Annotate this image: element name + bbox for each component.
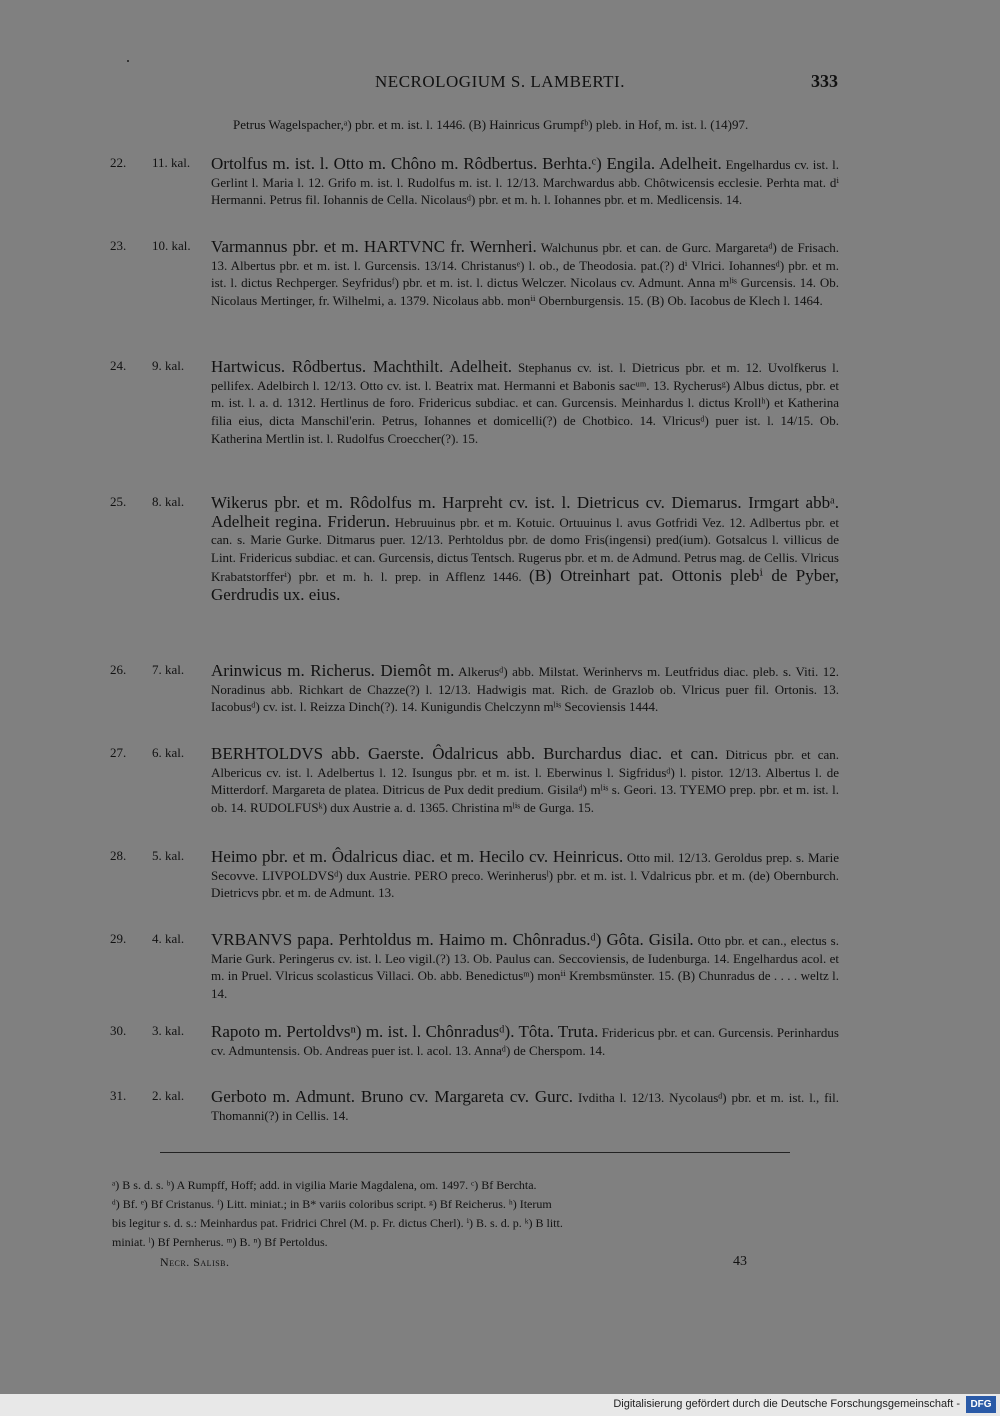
entry-text [211,848,839,902]
entry-lead: BERHTOLDVS abb. Gaerste. Ôdalricus abb. Burchardus diac. et can. [211,744,719,763]
entry-lead: VRBANVS papa. Perhtoldus m. Haimo m. Chônradus.ᵈ) Gôta. Gisila. [211,930,694,949]
entry-rest: Stephanus cv. ist. l. Dietricus pbr. et m. 12. Uvolfkerus l. pellifex. Adelbirch l. 12/13. Otto cv. ist. l. Beatrix mat. Hermanni et Babonis sacᵘᵐ. 13. Rycherusᵍ) Albus dictus, pbr. et m. ist. l. a. d. 1312. Hertlinus de foro. Fridericus subdiac. et can. Gurcensis. Meinhardus l. dictus Krollʰ) et Katherina filia eius, dicta Manschil'erin. Petrus, Iohannes et domicelli(?) de Chotbico. 14. Vlricusᵈ) puer ist. l. 14/15. Ob. Katherina Mertlin ist. l. Rudolfus Croeccher(?). 15. [211,360,839,446]
dfg-logo-icon[interactable]: DFG [966,1396,996,1413]
entry-number: 27. [110,745,127,760]
footnote-line: bis legitur s. d. s.: Meinhardus pat. Fridrici Chrel (M. p. Fr. dictus Cherl). ⁱ) B. s. d. p. ᵏ) B litt. [112,1216,563,1230]
entry-date: 11. kal. [152,155,191,170]
entry-number: 31. [110,1088,127,1103]
entry-lead: Heimo pbr. et m. Ôdalricus diac. et m. Hecilo cv. Heinricus. [211,847,624,866]
entry-rest: Ivditha l. 12/13. Nycolausᵈ) pbr. et m. ist. l., fil. Thomanni(?) in Cellis. 14. [211,1090,839,1123]
entry-rest: Ditricus pbr. et can. Albericus cv. ist. l. Adelbertus l. 12. Isungus pbr. et m. ist. l. Eberwinus l. Sigfridusᵈ) l. pistor. 12/13. Albertus l. de Mitterdorf. Margareta de platea. Ditricus de Pux dedit predium. Gisilaᵈ) mˡⁱˢ s. Geori. 13. TYEMO prep. pbr. et m. ist. l. ob. 14. RUDOLFUSᵏ) dux Austrie a. d. 1365. Christina mˡⁱˢ de Gurga. 15. [211,747,840,816]
entry-rest: Fridericus pbr. et can. Gurcensis. Perinhardus cv. Admuntensis. Ob. Andreas puer ist. l. acol. 13. Annaᵈ) de Cherspom. 14. [211,1025,839,1058]
funding-notice: Digitalisierung gefördert durch die Deutsche Forschungsgemeinschaft - [613,1398,960,1410]
entry-date: 9. kal. [152,358,185,373]
entry-lead: Varmannus pbr. et m. HARTVNC fr. Wernheri. [211,237,537,256]
continuation-text: Petrus Wagelspacher,ᵃ) pbr. et m. ist. l. 1446. (B) Hainricus Grumpfᵇ) pleb. in Hof, m. ist. l. (14)97. [233,117,749,132]
entry-text [211,358,839,448]
footnote-line: ᵈ) Bf. ᵉ) Bf Cristanus. ᶠ) Litt. miniat.; in B* variis coloribus script. ᵍ) Bf Reicherus. ʰ) Iterum [112,1197,552,1211]
entry-rest: Otto pbr. et can., electus s. Marie Gurk. Peringerus cv. ist. l. Leo vigil.(?) 13. Ob. Paulus can. Seccoviensis, de Iudenburga. 14. Engelhardus acol. et m. in Pruel. Vlricus scolasticus Villaci. Ob. abb. Benedictusᵐ) monⁱⁱ Krembsmünster. 15. (B) Chunradus de . . . . weltz l. 14. [211,933,839,1002]
entry-date: 7. kal. [152,662,185,677]
entry-text [211,1088,839,1124]
entry-rest: Walchunus pbr. et can. de Gurc. Margaretaᵈ) de Frisach. 13. Albertus pbr. et m. ist. l. Gurcensis. 13/14. Christanusᵉ) l. ob., de Theodosia. pat.(?) dⁱ Vlrici. Iohannesᵈ) pbr. et m. ist. l. dictus Rechperger. Seyfridusᶠ) pbr. et m. ist. l. dictus Welczer. Nicolaus cv. Admunt. Anna mˡⁱˢ Gurcensis. 14. Ob. Nicolaus Mertinger, fr. Wilhelmi, a. 1379. Nicolaus abb. monⁱⁱ Obernburgensis. 15. (B) Ob. Iacobus de Klech l. 1464. [211,240,840,309]
entry-date: 10. kal. [152,238,191,253]
sheet-number: 43 [733,1254,747,1269]
entry-rest: Hebruuinus pbr. et m. Kotuic. Ortuuinus l. avus Gotfridi Vez. 12. Adlbertus pbr. et can. s. Marie Gurke. Ditmarus puer. 12/13. Perhtoldus pbr. de domo Fris(ingensi) pred(ium). Gotsalcus l. villicus de Lint. Fridericus subdiac. et can. Gurcensis, dictus Tentsch. Rugerus pbr. et m. de Admund. Petrus mag. de Cellis. Vlricus Krabatstorfferⁱ) pbr. et m. h. l. prep. in Afflenz 1446. [211,514,839,584]
entry-number: 30. [110,1023,127,1038]
entry-text [211,662,839,716]
entry-date: 4. kal. [152,931,185,946]
footnotes [112,1176,840,1252]
signature-mark: Necr. Salisb. [160,1255,230,1269]
running-header: NECROLOGIUM S. LAMBERTI. [375,72,625,91]
entry-date: 5. kal. [152,848,185,863]
entry-text [211,1023,839,1059]
entry-lead: Gerboto m. Admunt. Bruno cv. Margareta cv. Gurc. [211,1087,574,1106]
entry-date: 8. kal. [152,494,185,509]
entry-lead: Wikerus pbr. et m. Rôdolfus m. Harpreht cv. ist. l. Dietricus cv. Diemarus. Irmgart abbᵃ. Adelheit regina. Friderun. [211,493,839,531]
entry-text [211,494,839,604]
entry-rest: Alkerusᵈ) abb. Milstat. Werinhervs m. Leutfridus diac. pleb. s. Viti. 12. Noradinus abb. Richkart de Chazze(?) l. 12/13. Hadwigis mat. Rich. de Grazlob ob. Vlricus puer fil. Ortonis. 13. Iacobusᵈ) cv. ist. l. Reizza Dinch(?). 14. Kunigundis Chelczynn mˡⁱˢ Secoviensis 1444. [211,664,839,715]
footnote-line: miniat. ˡ) Bf Pernherus. ᵐ) B. ⁿ) Bf Pertoldus. [112,1235,328,1249]
entry-number: 29. [110,931,127,946]
entry-lead: Rapoto m. Pertoldvsⁿ) m. ist. l. Chônradusᵈ). Tôta. Truta. [211,1022,599,1041]
entry-number: 24. [110,358,127,373]
entry-text [211,155,839,209]
entry-rest: Engelhardus cv. ist. l. Gerlint l. Maria l. 12. Grifo m. ist. l. Rudolfus m. ist. l. 12/13. Marchwardus abb. Chôtwicensis ecclesie. Perhta mat. dⁱ Hermanni. Petrus fil. Iohannis de Cella. Nicolausᵈ) pbr. et m. h. l. Iohannes pbr. et m. Medlicensis. 14. [211,157,839,208]
entry-date: 2. kal. [152,1088,185,1103]
footnote-line: ᵃ) B s. d. s. ᵇ) A Rumpff, Hoff; add. in vigilia Marie Magdalena, om. 1497. ᶜ) Bf Berchta. [112,1178,537,1192]
ink-mark [127,60,129,62]
entry-number: 22. [110,155,127,170]
entry-number: 25. [110,494,127,509]
entry-date: 6. kal. [152,745,185,760]
entry-lead: Arinwicus m. Richerus. Diemôt m. [211,661,455,680]
entry-date: 3. kal. [152,1023,185,1038]
entry-text [211,745,839,817]
entry-text [211,931,839,1003]
footnote-divider [160,1152,790,1153]
entry-lead: Hartwicus. Rôdbertus. Machthilt. Adelheit. [211,357,513,376]
entry-number: 28. [110,848,127,863]
page-number: 333 [811,71,838,91]
entry-tail: (B) Otreinhart pat. Ottonis plebⁱ de Pyber, Gerdrudis ux. eius. [211,565,839,604]
entry-lead: Ortolfus m. ist. l. Otto m. Chôno m. Rôdbertus. Berhta.ᶜ) Engila. Adelheit. [211,154,722,173]
entry-text [211,238,839,310]
entry-number: 26. [110,662,127,677]
entry-number: 23. [110,238,127,253]
entry-rest: Otto mil. 12/13. Geroldus prep. s. Marie Secovve. LIVPOLDVSᵈ) dux Austrie. PERO preco. Werinherusˡ) pbr. et m. ist. l. Vdalricus pbr. et m. (de) Obernburch. Dietricvs pbr. et m. de Admunt. 13. [211,850,840,901]
